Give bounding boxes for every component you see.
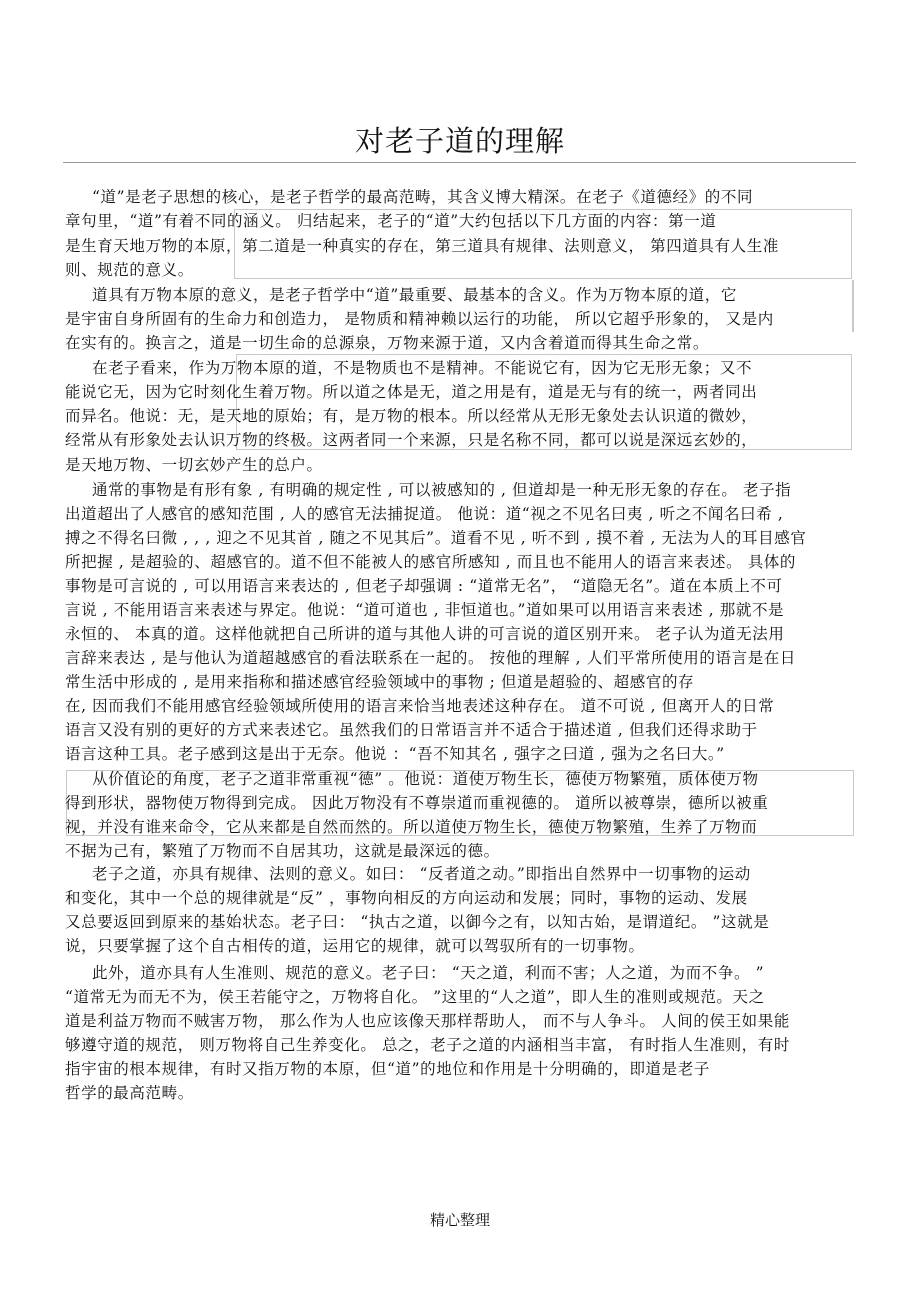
text-line: 不据为己有，繁殖了万物而不自居其功，这就是最深远的德。 — [65, 842, 500, 860]
text-line: 哲学的最高范畴。 — [65, 1084, 194, 1102]
text-line: 说，只要掌握了这个自古相传的道，运用它的规律，就可以驾驭所有的一切事物。 — [65, 937, 645, 955]
text-line: 是生育天地万物的本原，第二道是一种真实的存在，第三道具有规律、法则意义， 第四道具有人生准 — [65, 237, 779, 255]
text-line: 道是利益万物而不贼害万物， 那么作为人也应该像天那样帮助人， 而不与人争斗。 人间的侯王如果能 — [65, 1012, 790, 1030]
text-line: 在实有的。换言之，道是一切生命的总源泉，万物来源于道，又内含着道而得其生命之常。 — [65, 334, 710, 352]
text-line: 言说 , 不能用语言来表述与界定。他说：“道可道也 , 非恒道也。”道如果可以用语言来表述 , 那就不是 — [65, 601, 785, 619]
text-line: 是天地万物、一切玄妙产生的总户。 — [65, 456, 323, 474]
text-line: “道”是老子思想的核心，是老子哲学的最高范畴，其含义博大精深。在老子《道德经》的不同 — [92, 188, 754, 206]
text-line: 搏之不得名曰微 , , , 迎之不见其首 , 随之不见其后”。道看不见 , 听不到 , 摸不着 , 无法为人的耳目感官 — [65, 529, 807, 547]
text-line: 事物是可言说的 , 可以用语言来表达的 , 但老子却强调 : “道常无名”， “道隐无名”。道在本质上不可 — [65, 577, 783, 595]
text-line: 能说它无，因为它时刻化生着万物。所以道之体是无，道之用是有，道是无与有的统一，两者同出 — [65, 383, 758, 401]
text-line: 老子之道，亦具有规律、法则的意义。如曰： “反者道之动。”即指出自然界中一切事物的运动 — [92, 865, 751, 883]
text-line: 指宇宙的根本规律，有时又指万物的本原，但“道”的地位和作用是十分明确的，即道是老子 — [65, 1060, 710, 1078]
text-line: 又总要返回到原来的基始状态。老子曰： “执古之道，以御今之有，以知古始，是谓道纪。 ”这就是 — [65, 913, 770, 931]
text-line: 是宇宙自身所固有的生命力和创造力， 是物质和精神赖以运行的功能， 所以它超乎形象的， 又是内 — [65, 310, 774, 328]
text-line: 经常从有形象处去认识万物的终极。这两者同一个来源，只是名称不同，都可以说是深远玄妙的， — [65, 431, 758, 449]
text-line: 道具有万物本原的意义，是老子哲学中“道”最重要、最基本的含义。作为万物本原的道，它 — [92, 286, 737, 304]
paragraph-frame — [852, 280, 854, 332]
text-line: 得到形状，器物使万物得到完成。 因此万物没有不尊崇道而重视德的。 道所以被尊崇，德所以被重 — [65, 794, 769, 812]
text-line: 章句里，“道”有着不同的涵义。 归结起来，老子的“道”大约包括以下几方面的内容：第一道 — [65, 212, 717, 230]
text-line: 则、规范的意义。 — [65, 261, 194, 279]
page-footer: 精心整理 — [429, 1211, 490, 1229]
text-line: 语言这种工具。老子感到这是出于无奈。他说 ：“吾不知其名 , 强字之曰道 , 强为之名曰大。” — [65, 745, 725, 763]
text-line: 此外，道亦具有人生准则、规范的意义。老子曰： “天之道，利而不害；人之道，为而不争。 ” — [92, 964, 765, 982]
text-line: 语言又没有别的更好的方式来表述它。虽然我们的日常语言并不适合于描述道 , 但我们还得求助于 — [65, 721, 758, 739]
text-line: 而异名。他说：无，是天地的原始；有，是万物的根本。所以经常从无形无象处去认识道的微妙， — [65, 407, 758, 425]
title-divider — [63, 162, 856, 163]
text-line: 和变化，其中一个总的规律就是“反” ，事物向相反的方向运动和发展；同时，事物的运动、发展 — [65, 889, 748, 907]
text-line: 常生活中形成的 , 是用来指称和描述感官经验领域中的事物 ; 但道是超验的、超感官的存 — [65, 673, 695, 691]
text-line: 在, 因而我们不能用感官经验领域所使用的语言来恰当地表述这种存在。 道不可说 , 但离开人的日常 — [65, 697, 775, 715]
text-line: 够遵守道的规范， 则万物将自己生养变化。 总之，老子之道的内涵相当丰富， 有时指人生准则，有时 — [65, 1036, 790, 1054]
text-line: 言辞来表达 , 是与他认为道超越感官的看法联系在一起的。 按他的理解 , 人们平常所使用的语言是在日 — [65, 649, 796, 667]
text-line: 出道超出了人感官的感知范围 , 人的感官无法捕捉道。 他说：道“视之不见名曰夷 , 听之不闻名曰希 , — [65, 505, 784, 523]
text-line: “道常无为而无不为，侯王若能守之，万物将自化。 ”这里的“人之道”，即人生的准则或规范。天之 — [65, 988, 765, 1006]
text-line: 通常的事物是有形有象 , 有明确的规定性 , 可以被感知的 , 但道却是一种无形无象的存在。 老子指 — [92, 481, 792, 499]
text-line: 永恒的、 本真的道。这样他就把自己所讲的道与其他人讲的可言说的道区别开来。 老子认为道无法用 — [65, 625, 785, 643]
page-title: 对老子道的理解 — [354, 124, 565, 158]
text-line: 在老子看来，作为万物本原的道，不是物质也不是精神。不能说它有，因为它无形无象；又不 — [92, 359, 753, 377]
text-line: 所把握 , 是超验的、超感官的。道不但不能被人的感官所感知 , 而且也不能用人的语言来表述。 具体的 — [65, 553, 796, 571]
text-line: 从价值论的角度，老子之道非常重视“德” 。他说：道使万物生长，德使万物繁殖，质体使万物 — [92, 770, 759, 788]
text-line: 视，并没有谁来命令，它从来都是自然而然的。所以道使万物生长，德使万物繁殖，生养了万物而 — [65, 818, 758, 836]
